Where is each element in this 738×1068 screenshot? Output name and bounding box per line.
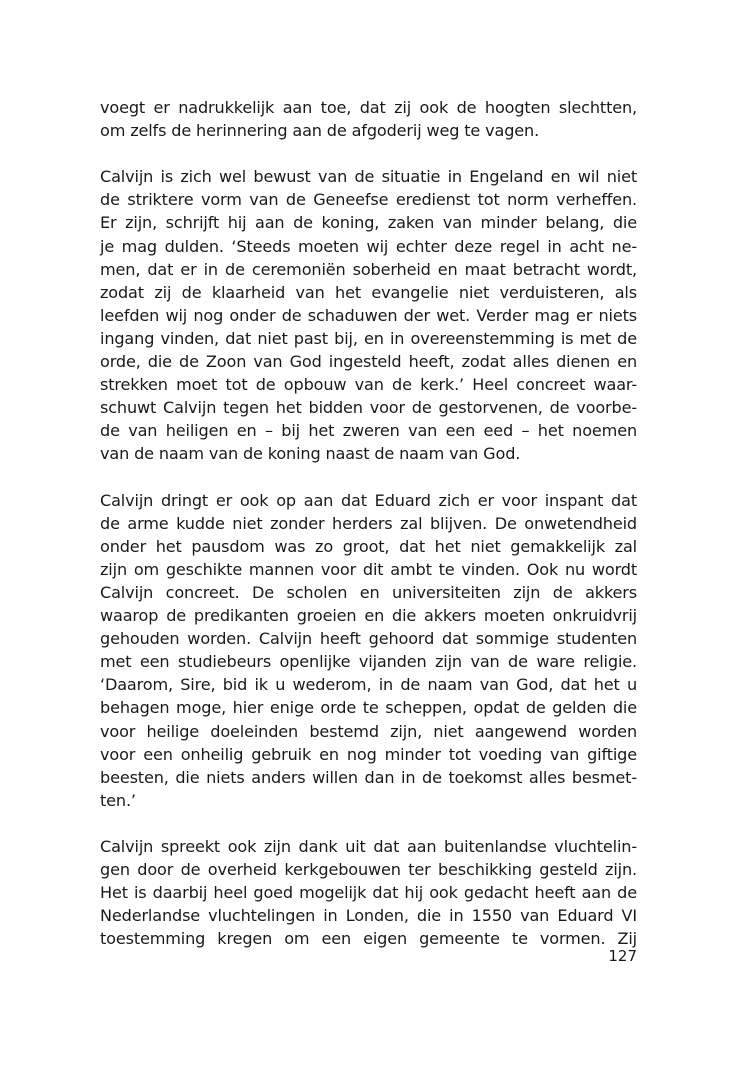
text-line: voegt er nadrukkelijk aan toe, dat zij ook de hoogten slechtten, [100,98,637,117]
text-line: zijn om geschikte mannen voor dit ambt te vinden. Ook nu wordt [100,559,637,579]
paragraph-1 [100,96,637,142]
text-line: ten.’ [100,790,136,810]
page-number: 127 [608,947,637,965]
text-line: beesten, die niets anders willen dan in de toekomst alles besmet- [100,767,637,787]
text-line: Het is daarbij heel goed mogelijk dat hij ook gedacht heeft aan de [100,883,637,903]
text-line: Calvijn spreekt ook zijn dank uit dat aan buitenlandse vluchtelin- [100,837,637,856]
text-line: onder het pausdom was zo groot, dat het niet gemakkelijk zal [100,536,637,556]
text-line: Calvijn concreet. De scholen en universiteiten zijn de akkers [100,582,637,602]
text-line: orde, die de Zoon van God ingesteld heeft, zodat alles dienen en [100,352,637,372]
paragraph-4 [100,835,637,950]
paragraph-3 [100,489,637,812]
paragraph-2 [100,165,637,465]
text-line: om zelfs de herinnering aan de afgoderij weg te vagen. [100,121,540,141]
text-line: Er zijn, schrijft hij aan de koning, zaken van minder belang, die [100,213,637,233]
text-line: strekken moet tot de opbouw van de kerk.’ Heel concreet waar- [100,375,637,395]
text-line: met een studiebeurs openlijke vijanden zijn van de ware religie. [100,652,637,672]
text-line: de striktere vorm van de Geneefse eredienst tot norm verheffen. [100,190,637,210]
text-line: behagen moge, hier enige orde te scheppen, opdat de gelden die [100,698,637,718]
text-line: je mag dulden. ‘Steeds moeten wij echter deze regel in acht ne- [100,236,637,256]
text-line: van de naam van de koning naast de naam van God. [100,444,521,464]
text-line: leefden wij nog onder de schaduwen der wet. Verder mag er niets [100,305,637,325]
text-line: toestemming kregen om een eigen gemeente te vormen. Zij [100,929,637,949]
text-line: gehouden worden. Calvijn heeft gehoord dat sommige studenten [100,629,637,649]
body-text [100,96,637,974]
text-line: ingang vinden, dat niet past bij, en in overeenstemming is met de [100,328,637,348]
text-line: de van heiligen en – bij het zweren van een eed – het noemen [100,421,637,441]
text-line: men, dat er in de ceremoniën soberheid en maat betracht wordt, [100,259,637,279]
text-line: ‘Daarom, Sire, bid ik u wederom, in de naam van God, dat het u [100,675,637,695]
text-line: schuwt Calvijn tegen het bidden voor de gestorvenen, de voorbe- [100,398,637,418]
text-line: Calvijn is zich wel bewust van de situatie in Engeland en wil niet [100,167,637,187]
text-line: Calvijn dringt er ook op aan dat Eduard zich er voor inspant dat [100,490,637,510]
text-line: Nederlandse vluchtelingen in Londen, die in 1550 van Eduard VI [100,906,637,926]
text-line: gen door de overheid kerkgebouwen ter beschikking gesteld zijn. [100,860,637,880]
text-line: waarop de predikanten groeien en die akkers moeten onkruidvrij [100,606,637,626]
text-line: voor heilige doeleinden bestemd zijn, niet aangewend worden [100,721,637,741]
text-line: de arme kudde niet zonder herders zal blijven. De onwetendheid [100,513,637,533]
text-line: voor een onheilig gebruik en nog minder tot voeding van giftige [100,744,637,764]
text-line: zodat zij de klaarheid van het evangelie niet verduisteren, als [100,282,637,302]
